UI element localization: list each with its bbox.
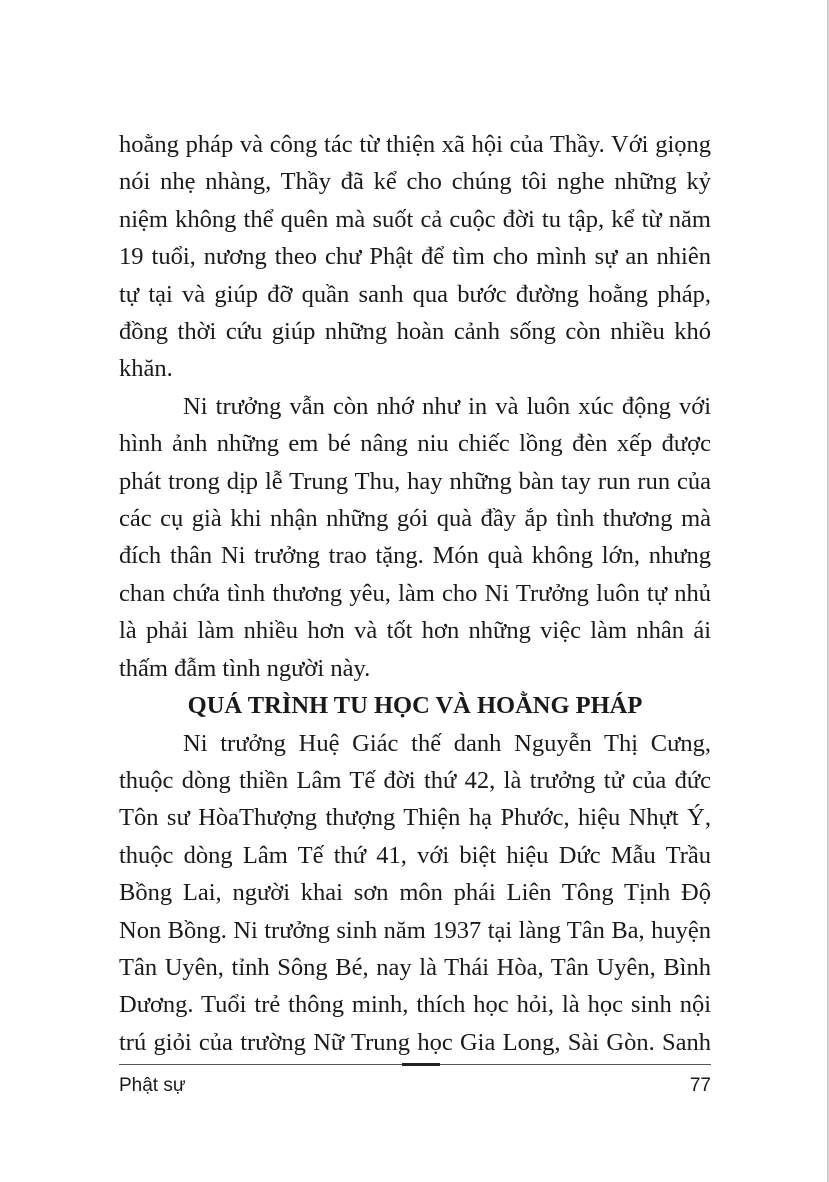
paragraph-3: Ni trưởng Huệ Giác thế danh Nguyễn Thị Cưng, thuộc dòng thiền Lâm Tế đời thứ 42, là trưởng tử của đức Tôn sư HòaThượng thượng Thiện hạ Phước, hiệu Nhựt Ý, thuộc dòng Lâm Tế thứ 41, với biệt hiệu Dức Mẫu Trầu Bồng Lai, người khai sơn môn phái Liên Tông Tịnh Độ Non Bồng. Ni trưởng sinh năm 1937 tại làng Tân Ba, huyện Tân Uyên, tỉnh Sông Bé, nay là Thái Hòa, Tân Uyên, Bình Dương. Tuổi trẻ thông minh, thích học hỏi, là học sinh nội trú giỏi của trường Nữ Trung học Gia Long, Sài Gòn. Sanh (119, 729, 711, 1056)
section-heading: QUÁ TRÌNH TU HỌC VÀ HOẰNG PHÁP (187, 692, 643, 720)
paragraph-2: Ni trưởng vẫn còn nhớ như in và luôn xúc động với hình ảnh những em bé nâng niu chiếc lồng đèn xếp được phát trong dịp lễ Trung Thu, hay những bàn tay run run của các cụ già khi nhận những gói quà đầy ắp tình thương mà đích thân Ni trưởng trao tặng. Món quà không lớn, nhưng chan chứa tình thương yêu, làm cho Ni Trưởng luôn tự nhủ là phải làm nhiều hơn và tốt hơn những việc làm nhân ái thấm đẫm tình người này. (119, 392, 711, 682)
page-body (119, 126, 711, 1061)
footer-section-title: Phật sự (119, 1075, 186, 1096)
page-number: 77 (689, 1075, 711, 1096)
footer-divider-accent (402, 1063, 440, 1066)
paragraph-1: hoằng pháp và công tác từ thiện xã hội của Thầy. Với giọng nói nhẹ nhàng, Thầy đã kể cho chúng tôi nghe những kỷ niệm không thể quên mà suốt cả cuộc đời tu tập, kể từ năm 19 tuổi, nương theo chư Phật để tìm cho mình sự an nhiên tự tại và giúp đỡ quần sanh qua bước đường hoằng pháp, đồng thời cứu giúp những hoàn cảnh sống còn nhiều khó khăn. (119, 131, 711, 383)
